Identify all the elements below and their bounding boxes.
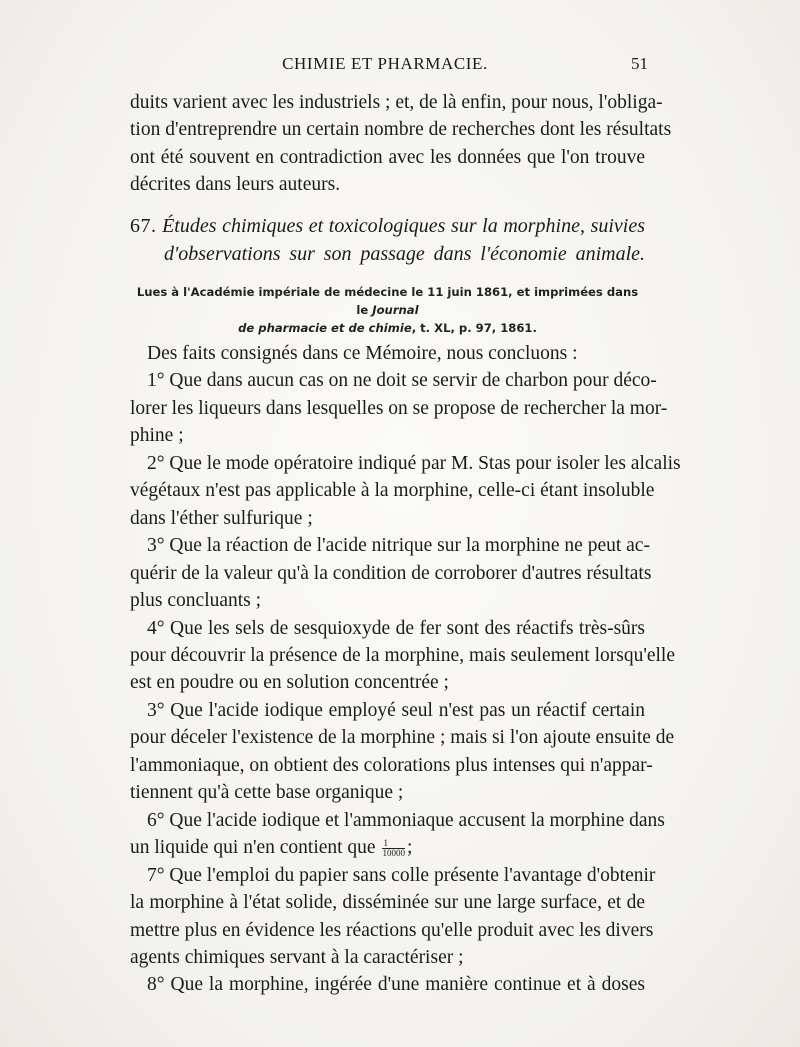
intro-paragraph <box>130 89 672 198</box>
conclusion-line-with-fraction <box>130 834 645 861</box>
text-line: ont été souvent en contradiction avec les données que l'on trouve <box>130 146 645 168</box>
conclusion-line: 3° Que l'acide iodique employé seul n'est pas un réactif certain <box>147 699 645 721</box>
conclusion-line: végétaux n'est pas applicable à la morphine, celle-ci étant insoluble <box>130 480 655 502</box>
note-citation: , t. XL, p. 97, 1861. <box>411 321 537 335</box>
conclusion-line: 1° Que dans aucun cas on ne doit se servir de charbon pour déco- <box>147 370 657 392</box>
fraction-denominator: 10000 <box>382 848 405 859</box>
conclusions-lead: Des faits consignés dans ce Mémoire, nous concluons : <box>147 343 578 364</box>
fraction <box>382 839 405 858</box>
conclusion-line: 6° Que l'acide iodique et l'ammoniaque accusent la morphine dans <box>147 809 665 831</box>
conclusion-line: phine ; <box>130 425 184 447</box>
conclusion-line: est en poudre ou en solution concentrée ; <box>130 672 449 694</box>
conclusion-line: quérir de la valeur qu'à la condition de corroborer d'autres résultats <box>130 562 652 584</box>
text-line: tion d'entreprendre un certain nombre de recherches dont les résultats <box>130 119 672 141</box>
section-number: 67. <box>130 215 157 237</box>
fraction-numerator: 1 <box>382 839 405 849</box>
conclusion-line: la morphine à l'état solide, disséminée sur une large surface, et de <box>130 892 645 914</box>
section-title-line-2 <box>130 240 645 268</box>
conclusion-line: 3° Que la réaction de l'acide nitrique sur la morphine ne peut ac- <box>147 535 650 557</box>
section-title-line-1 <box>130 212 645 240</box>
fraction-line-end: ; <box>406 837 413 859</box>
conclusion-line: agents chimiques servant à la caractériser ; <box>130 946 464 968</box>
conclusion-line: 7° Que l'emploi du papier sans colle présente l'avantage d'obtenir <box>147 864 656 886</box>
conclusion-line: pour découvrir la présence de la morphine, mais seulement lorsqu'elle <box>130 644 675 666</box>
page-header <box>120 52 650 76</box>
conclusion-line: 2° Que le mode opératoire indiqué par M. Stas pour isoler les alcalis <box>147 452 681 474</box>
note-line-1 <box>130 283 645 319</box>
text-line: duits varient avec les industriels ; et, de là enfin, pour nous, l'obliga- <box>130 92 663 113</box>
conclusion-line: tiennent qu'à cette base organique ; <box>130 782 404 804</box>
conclusion-line: mettre plus en évidence les réactions qu'elle produit avec les divers <box>130 919 654 941</box>
conclusion-line: dans l'éther sulfurique ; <box>130 507 313 529</box>
note-line-2 <box>130 319 645 337</box>
note-text: Lues à l'Académie impériale de médecine le 11 juin 1861, et imprimées dans le <box>136 285 639 317</box>
conclusion-line: lorer les liqueurs dans lesquelles on se propose de rechercher la mor- <box>130 397 668 419</box>
conclusion-line: plus concluants ; <box>130 590 262 612</box>
conclusions-list <box>130 340 681 999</box>
note-journal: Journal <box>372 303 419 317</box>
text-line: décrites dans leurs auteurs. <box>130 173 341 195</box>
section-heading <box>130 212 645 268</box>
fraction-line-text: un liquide qui n'en contient que <box>130 837 376 859</box>
section-title-part-1: Études chimiques et toxicologiques sur la morphine, suivies <box>162 215 645 237</box>
section-title-part-2: d'observations sur son passage dans l'économie animale. <box>164 243 645 265</box>
publication-note <box>130 283 645 337</box>
page-number: 51 <box>631 54 648 73</box>
running-head: CHIMIE ET PHARMACIE. <box>282 54 488 73</box>
note-journal-name: de pharmacie et de chimie <box>238 321 412 335</box>
conclusion-line: 4° Que les sels de sesquioxyde de fer sont des réactifs très-sûrs <box>147 617 645 639</box>
conclusion-line: l'ammoniaque, on obtient des colorations plus intenses qui n'appar- <box>130 754 653 776</box>
conclusion-line: 8° Que la morphine, ingérée d'une manière continue et à doses <box>147 974 645 996</box>
conclusion-line: pour déceler l'existence de la morphine ; mais si l'on ajoute ensuite de <box>130 727 675 749</box>
